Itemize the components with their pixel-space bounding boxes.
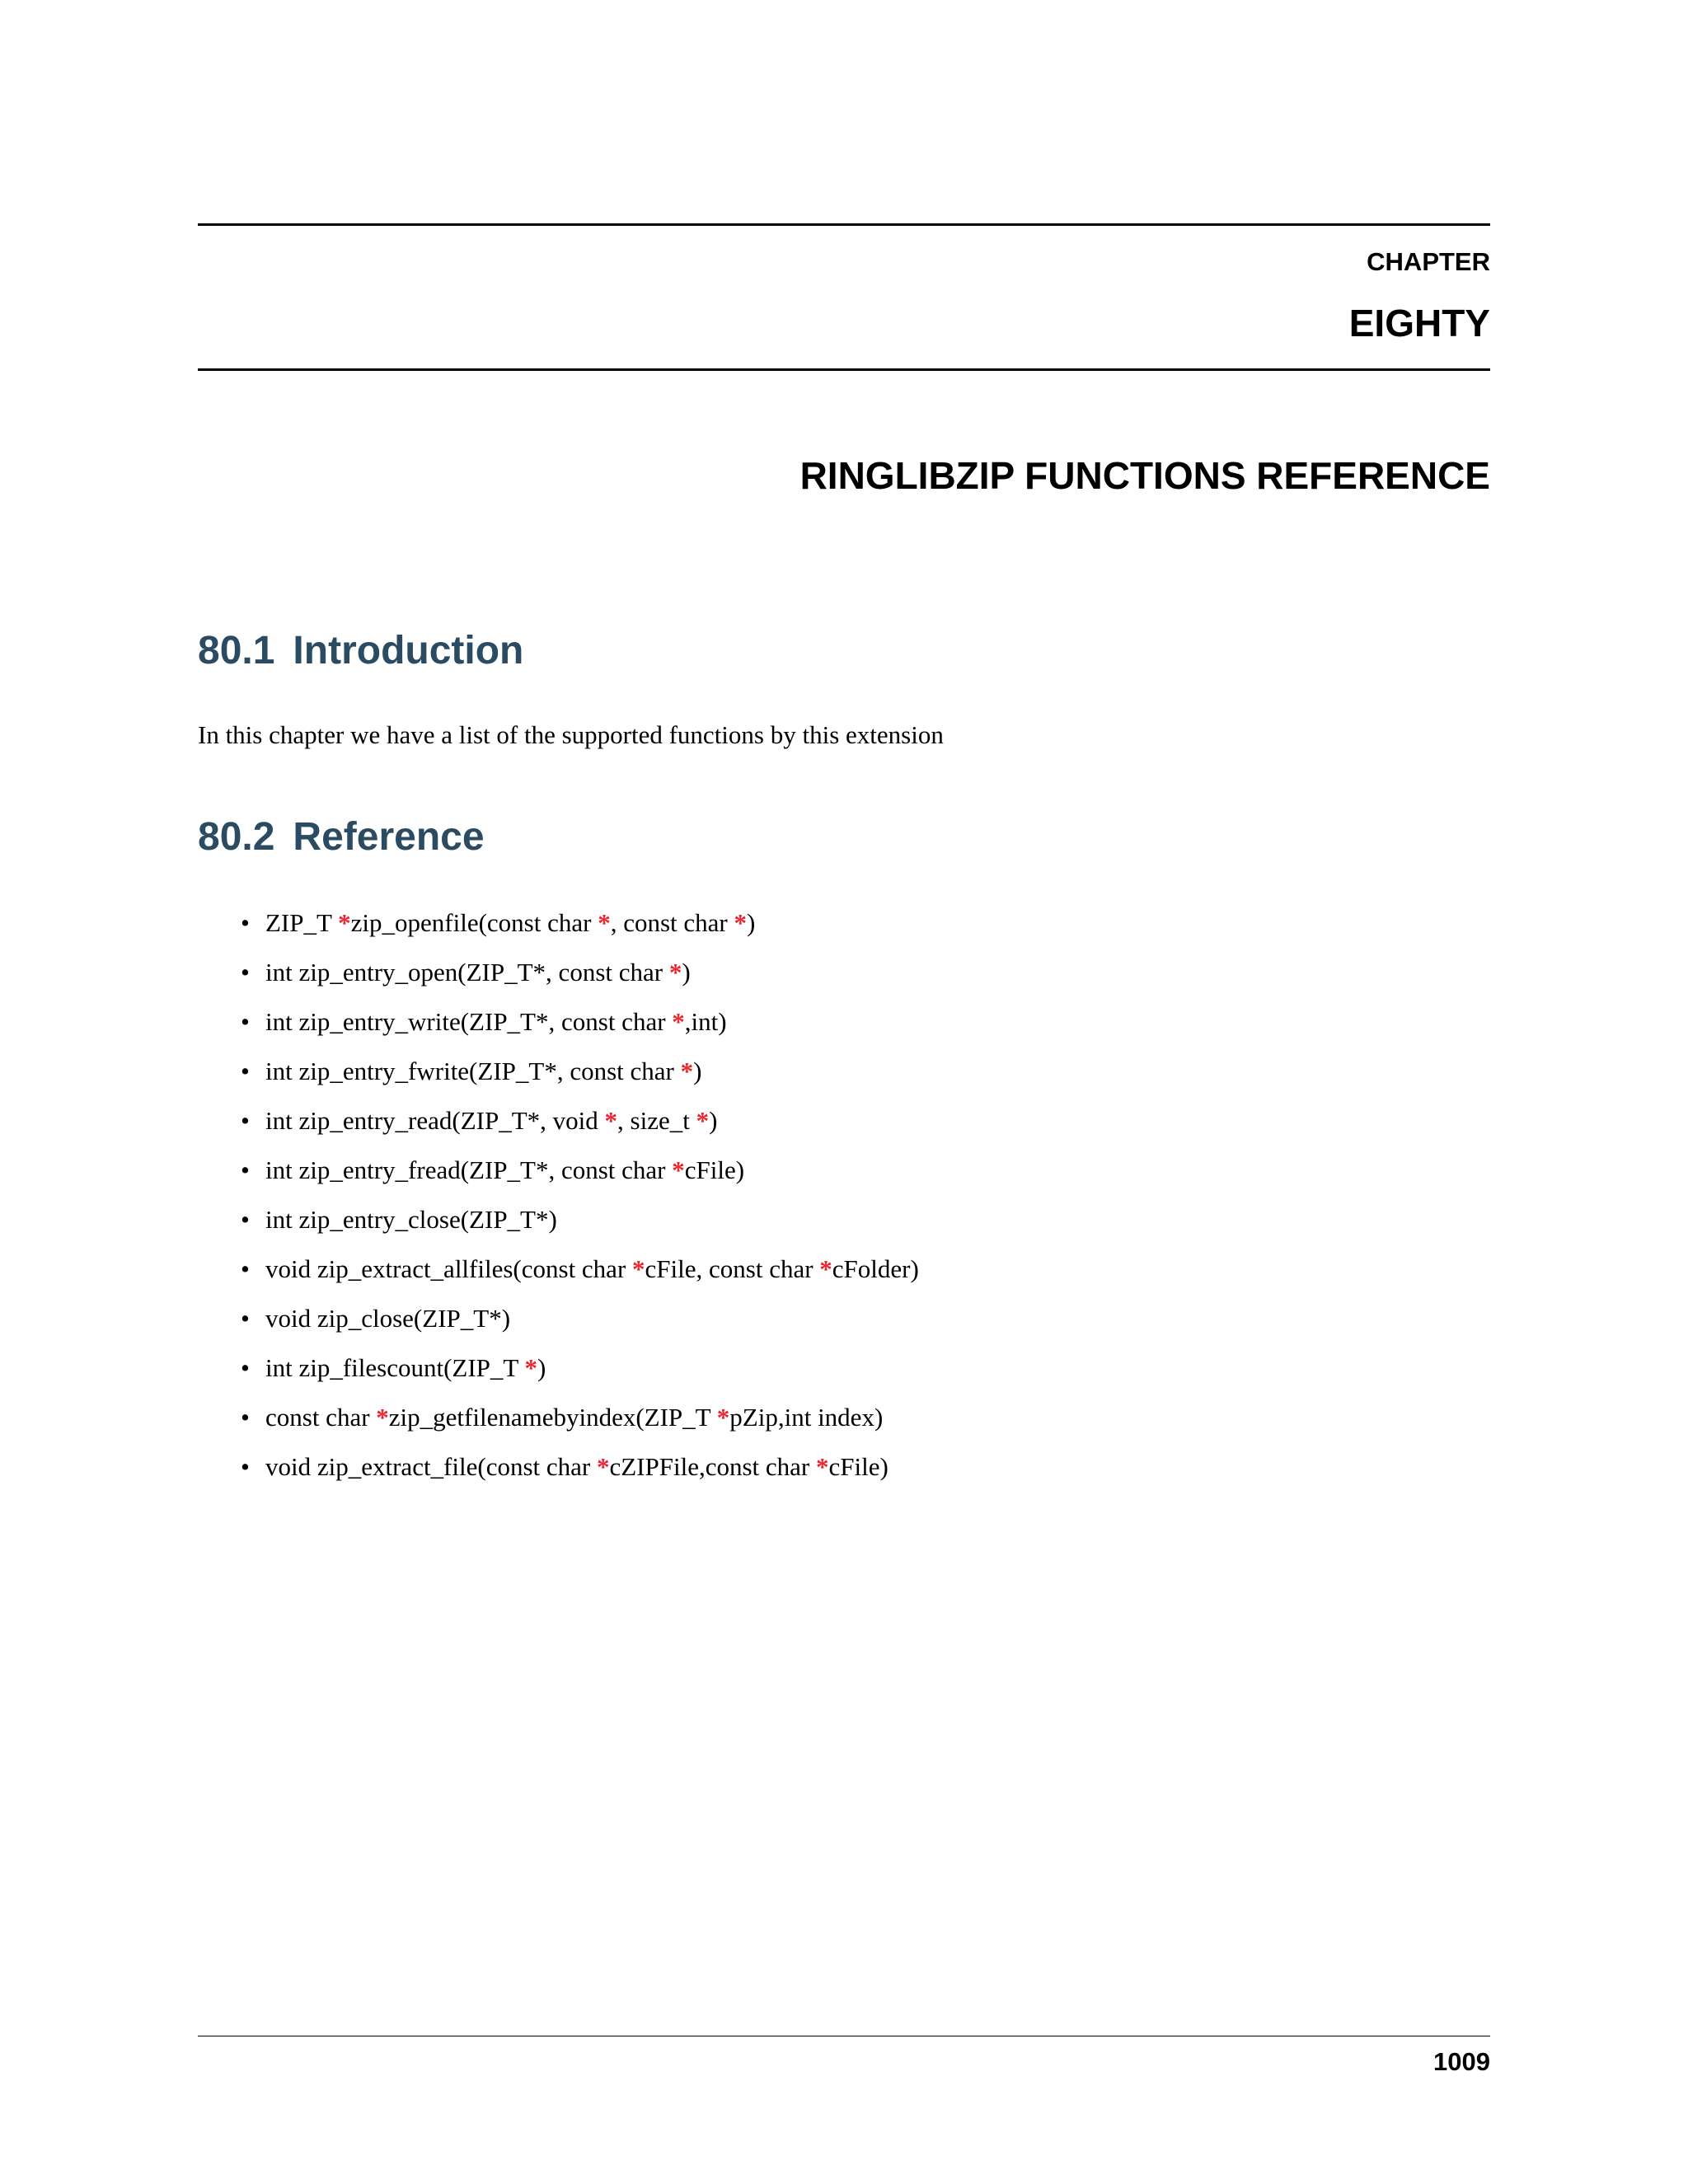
section-title: Introduction bbox=[293, 629, 524, 673]
bullet-icon: • bbox=[241, 1205, 250, 1234]
function-signature-item bbox=[198, 956, 919, 1005]
pointer-asterisk: * bbox=[376, 1403, 389, 1432]
bullet-icon: • bbox=[241, 958, 250, 987]
section-heading-reference bbox=[198, 814, 485, 860]
pointer-asterisk: * bbox=[598, 908, 611, 937]
function-signature-item bbox=[198, 1253, 919, 1302]
signature-text: zip_getfilenamebyindex(ZIP_T bbox=[388, 1403, 717, 1432]
section-title: Reference bbox=[293, 815, 485, 859]
signature-text: cZIPFile,const char bbox=[609, 1452, 816, 1481]
introduction-paragraph: In this chapter we have a list of the supported functions by this extension bbox=[198, 720, 944, 749]
signature-text: cFile, const char bbox=[645, 1254, 820, 1283]
section-number: 80.2 bbox=[198, 815, 275, 859]
signature-text: int zip_filescount(ZIP_T bbox=[265, 1353, 525, 1382]
signature-text: cFile) bbox=[684, 1155, 745, 1184]
signature-text: int zip_entry_fwrite(ZIP_T*, const char bbox=[265, 1057, 681, 1085]
bullet-icon: • bbox=[241, 1353, 250, 1382]
function-signature-item bbox=[198, 1302, 919, 1352]
bullet-icon: • bbox=[241, 1304, 250, 1333]
signature-text: , size_t bbox=[617, 1106, 696, 1135]
pointer-asterisk: * bbox=[632, 1254, 645, 1283]
pointer-asterisk: * bbox=[819, 1254, 832, 1283]
bullet-icon: • bbox=[241, 1057, 250, 1085]
chapter-top-rule bbox=[198, 223, 1490, 226]
signature-text: int zip_entry_read(ZIP_T*, void bbox=[265, 1106, 605, 1135]
function-signature-item bbox=[198, 1451, 919, 1500]
chapter-title: RINGLIBZIP FUNCTIONS REFERENCE bbox=[799, 454, 1490, 497]
signature-text: ) bbox=[746, 908, 756, 937]
chapter-number: EIGHTY bbox=[1348, 302, 1490, 344]
function-signature-item bbox=[198, 1203, 919, 1253]
pointer-asterisk: * bbox=[816, 1452, 829, 1481]
signature-text: void zip_extract_file(const char bbox=[265, 1452, 597, 1481]
signature-text: zip_openfile(const char bbox=[350, 908, 598, 937]
signature-text: ,int) bbox=[684, 1007, 727, 1036]
bullet-icon: • bbox=[241, 1155, 250, 1184]
bullet-icon: • bbox=[241, 1403, 250, 1432]
signature-text: void zip_extract_allfiles(const char bbox=[265, 1254, 633, 1283]
bullet-icon: • bbox=[241, 1452, 250, 1481]
signature-text: cFolder) bbox=[832, 1254, 919, 1283]
signature-text: ) bbox=[682, 958, 691, 987]
bullet-icon: • bbox=[241, 1007, 250, 1036]
bullet-icon: • bbox=[241, 1254, 250, 1283]
bullet-icon: • bbox=[241, 908, 250, 937]
function-signature-item bbox=[198, 1154, 919, 1203]
function-signature-item bbox=[198, 1104, 919, 1154]
signature-text: int zip_entry_write(ZIP_T*, const char bbox=[265, 1007, 673, 1036]
pointer-asterisk: * bbox=[604, 1106, 618, 1135]
page-number: 1009 bbox=[1433, 2047, 1490, 2076]
pointer-asterisk: * bbox=[672, 1007, 685, 1036]
pointer-asterisk: * bbox=[734, 908, 747, 937]
pointer-asterisk: * bbox=[672, 1155, 685, 1184]
function-reference-list bbox=[198, 907, 919, 1500]
signature-text: ) bbox=[709, 1106, 718, 1135]
function-signature-item bbox=[198, 1055, 919, 1104]
signature-text: int zip_entry_close(ZIP_T*) bbox=[265, 1205, 557, 1234]
signature-text: pZip,int index) bbox=[729, 1403, 884, 1432]
function-signature-item bbox=[198, 1401, 919, 1451]
signature-text: int zip_entry_fread(ZIP_T*, const char bbox=[265, 1155, 673, 1184]
signature-text: int zip_entry_open(ZIP_T*, const char bbox=[265, 958, 669, 987]
pointer-asterisk: * bbox=[680, 1057, 694, 1085]
pointer-asterisk: * bbox=[338, 908, 351, 937]
bullet-icon: • bbox=[241, 1106, 250, 1135]
function-signature-item bbox=[198, 1352, 919, 1401]
pointer-asterisk: * bbox=[596, 1452, 610, 1481]
signature-text: ) bbox=[537, 1353, 546, 1382]
signature-text: void zip_close(ZIP_T*) bbox=[265, 1304, 511, 1333]
signature-text: , const char bbox=[610, 908, 734, 937]
chapter-label: CHAPTER bbox=[1367, 247, 1490, 276]
pointer-asterisk: * bbox=[668, 958, 682, 987]
signature-text: cFile) bbox=[828, 1452, 889, 1481]
function-signature-item bbox=[198, 907, 919, 956]
section-heading-introduction bbox=[198, 628, 523, 673]
signature-text: ) bbox=[693, 1057, 702, 1085]
pointer-asterisk: * bbox=[524, 1353, 538, 1382]
section-number: 80.1 bbox=[198, 629, 275, 673]
chapter-bottom-rule bbox=[198, 368, 1490, 371]
function-signature-item bbox=[198, 1005, 919, 1055]
pointer-asterisk: * bbox=[716, 1403, 730, 1432]
signature-text: ZIP_T bbox=[265, 908, 339, 937]
signature-text: const char bbox=[265, 1403, 377, 1432]
pointer-asterisk: * bbox=[696, 1106, 710, 1135]
